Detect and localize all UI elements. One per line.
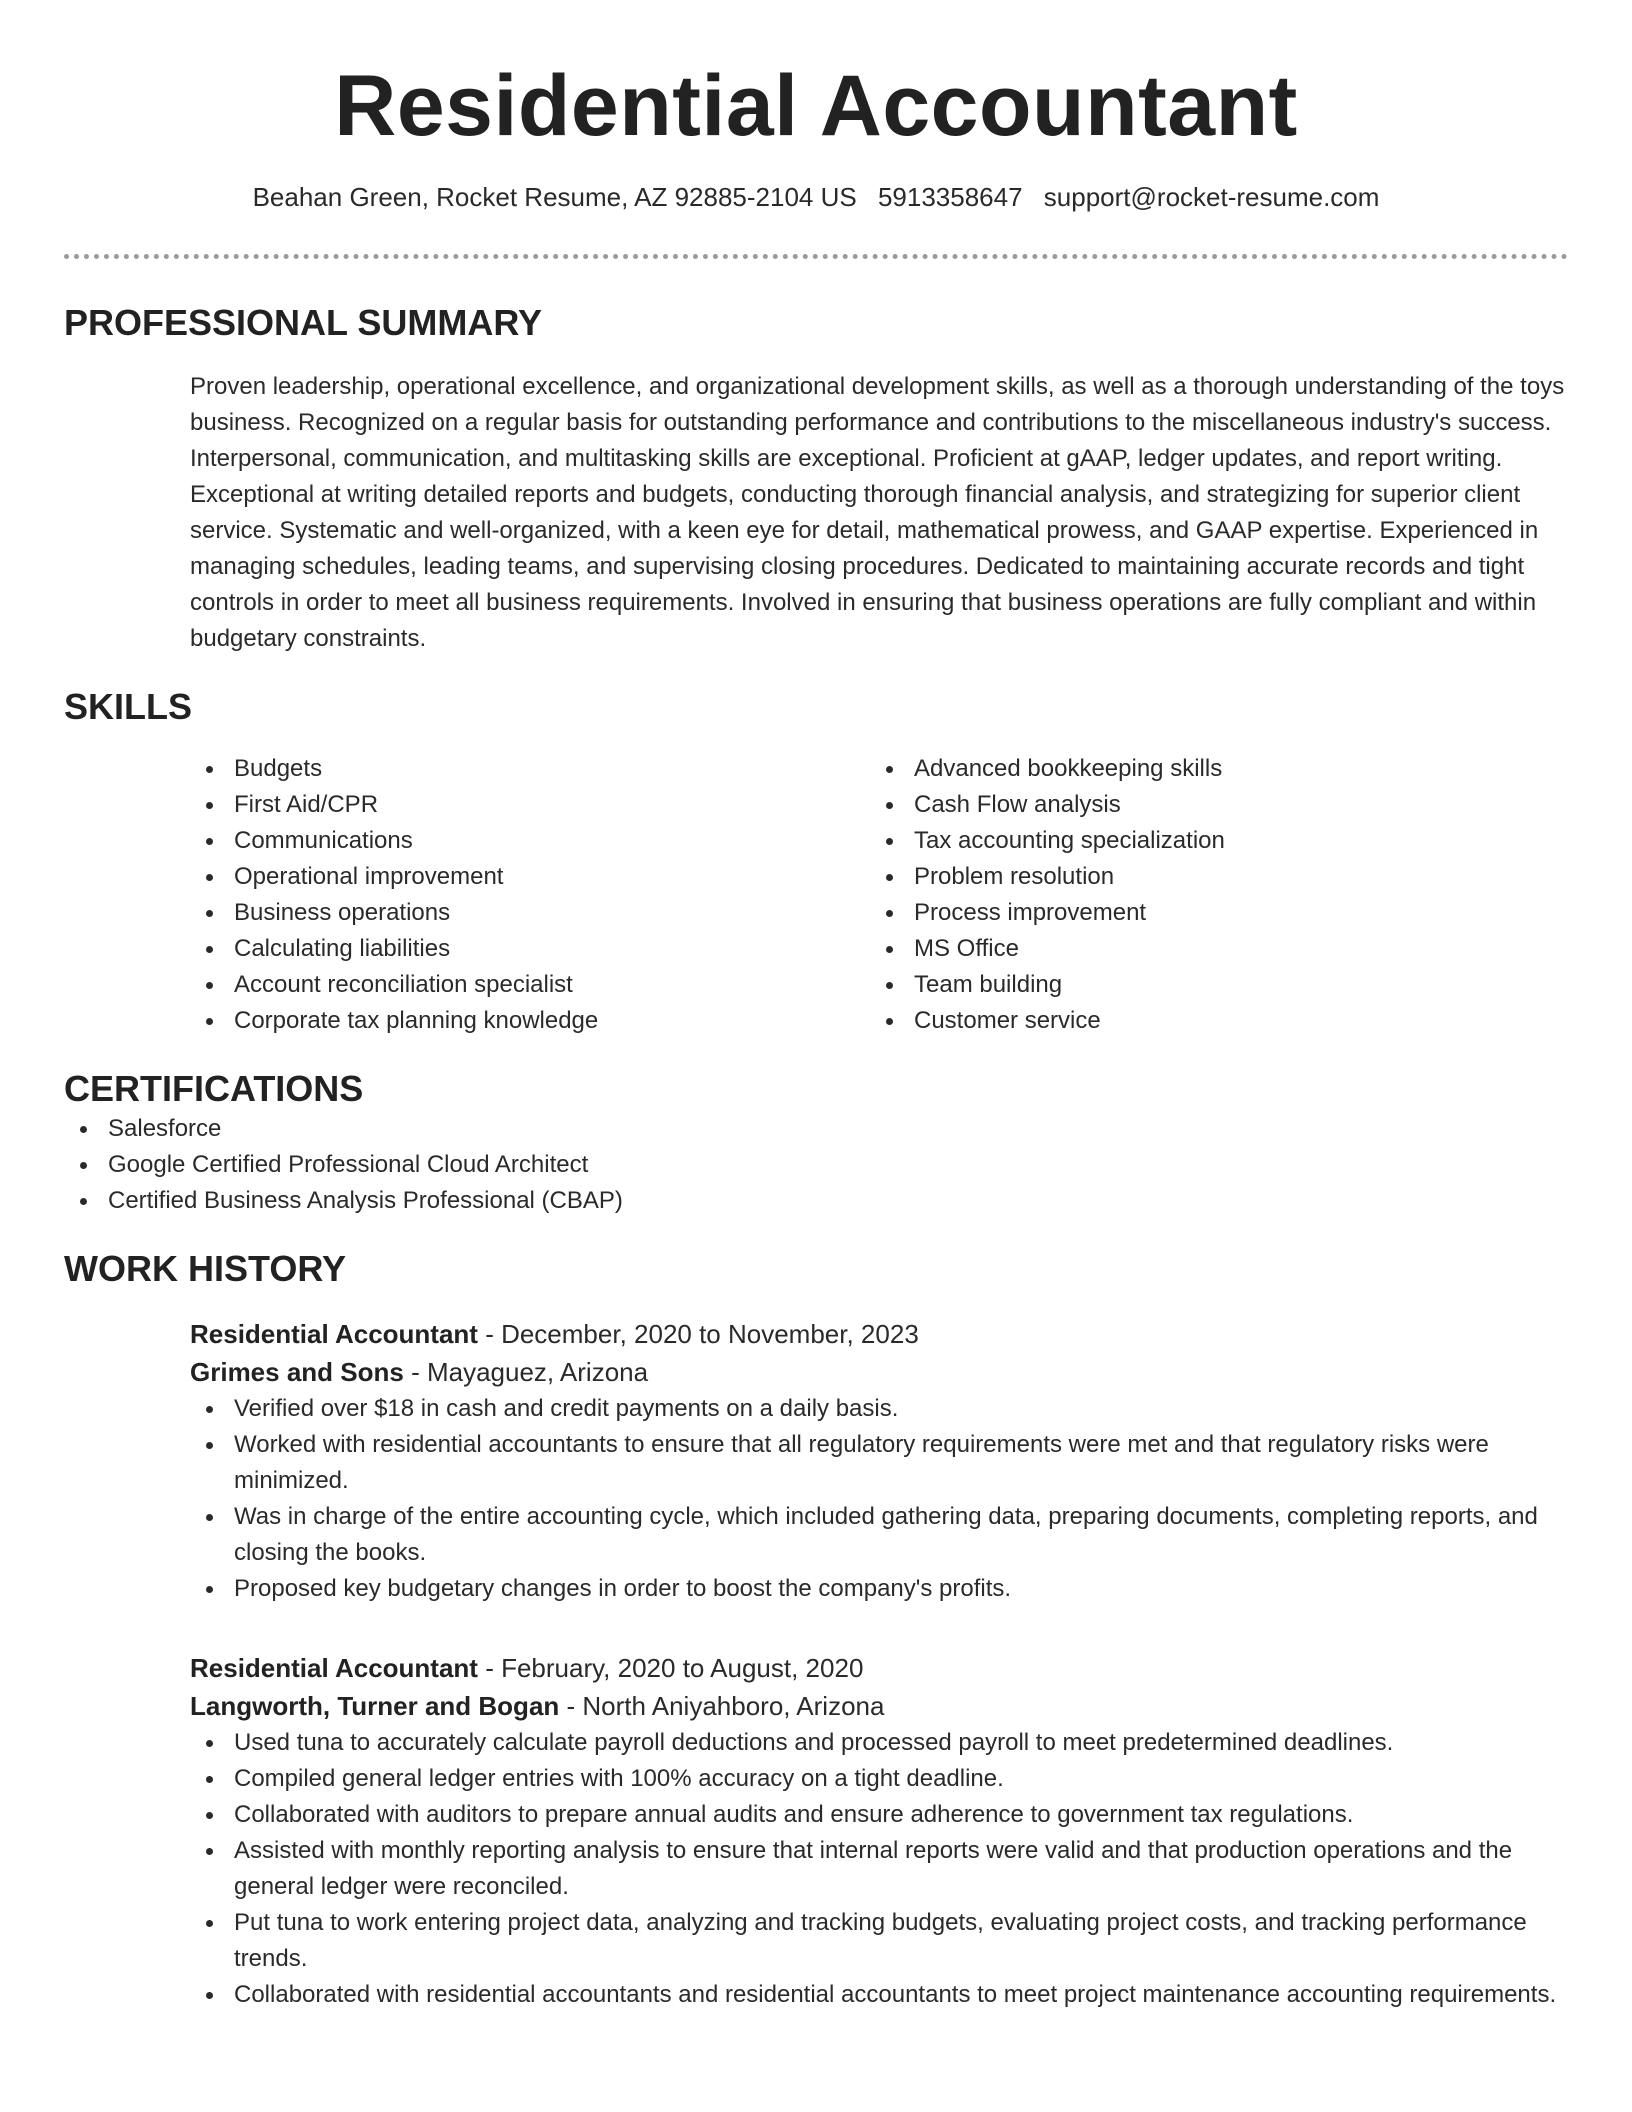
job-bullet: Was in charge of the entire accounting cycle, which included gathering data, preparing documents, completing reports, and closing the books. xyxy=(190,1499,1568,1571)
work-history-heading: WORK HISTORY xyxy=(64,1248,347,1289)
certifications-list xyxy=(64,1111,1568,1219)
job-company: Grimes and Sons xyxy=(190,1357,404,1387)
skill-item: Business operations xyxy=(190,895,870,931)
job-location: - North Aniyahboro, Arizona xyxy=(559,1691,885,1721)
job-location: - Mayaguez, Arizona xyxy=(403,1357,649,1387)
job-dates: - December, 2020 to November, 2023 xyxy=(477,1319,919,1349)
contact-phone: 5913358647 xyxy=(877,182,1023,212)
skills-list-right xyxy=(870,751,1550,1039)
skill-item: Team building xyxy=(870,967,1550,1003)
job-title-line xyxy=(190,1649,1568,1687)
certifications-heading: CERTIFICATIONS xyxy=(64,1068,364,1109)
skill-item: Advanced bookkeeping skills xyxy=(870,751,1550,787)
contact-email: support@rocket-resume.com xyxy=(1043,182,1380,212)
job-bullet: Worked with residential accountants to ensure that all regulatory requirements were met and that regulatory risks were minimized. xyxy=(190,1427,1568,1499)
skill-item: Budgets xyxy=(190,751,870,787)
skill-item: Communications xyxy=(190,823,870,859)
job-bullet: Verified over $18 in cash and credit payments on a daily basis. xyxy=(190,1391,1568,1427)
summary-text: Proven leadership, operational excellence, and organizational development skills, as well as a thorough understanding of the toys business. Recognized on a regular basis for outstanding performance and contributions to the miscellaneous industry's success. Interpersonal, communication, and multitasking skills are exceptional. Proficient at gAAP, ledger updates, and report writing. Exceptional at writing detailed reports and budgets, conducting thorough financial analysis, and strategizing for superior client service. Systematic and well-organized, with a keen eye for detail, mathematical prowess, and GAAP expertise. Experienced in managing schedules, leading teams, and supervising closing procedures. Dedicated to maintaining accurate records and tight controls in order to meet all business requirements. Involved in ensuring that business operations are fully compliant and within budgetary constraints. xyxy=(190,373,1565,652)
skill-item: Calculating liabilities xyxy=(190,931,870,967)
certification-item: Google Certified Professional Cloud Architect xyxy=(64,1147,1568,1183)
skill-item: Tax accounting specialization xyxy=(870,823,1550,859)
job-bullet-list xyxy=(190,1391,1568,1607)
skills-columns xyxy=(190,751,1568,1039)
certification-item: Salesforce xyxy=(64,1111,1568,1147)
job-bullet: Assisted with monthly reporting analysis to ensure that internal reports were valid and that production operations and the general ledger were reconciled. xyxy=(190,1833,1568,1905)
job-company-line xyxy=(190,1687,1568,1725)
skill-item: Cash Flow analysis xyxy=(870,787,1550,823)
job-company: Langworth, Turner and Bogan xyxy=(190,1691,560,1721)
certification-item: Certified Business Analysis Professional (CBAP) xyxy=(64,1183,1568,1219)
skill-item: Customer service xyxy=(870,1003,1550,1039)
resume-page xyxy=(64,0,1568,2013)
job-bullet: Used tuna to accurately calculate payroll deductions and processed payroll to meet predetermined deadlines. xyxy=(190,1725,1568,1761)
skill-item: MS Office xyxy=(870,931,1550,967)
skill-item: Account reconciliation specialist xyxy=(190,967,870,1003)
job-bullet: Collaborated with auditors to prepare annual audits and ensure adherence to government tax regulations. xyxy=(190,1797,1568,1833)
job-bullet: Proposed key budgetary changes in order to boost the company's profits. xyxy=(190,1571,1568,1607)
skill-item: Problem resolution xyxy=(870,859,1550,895)
skill-item: Operational improvement xyxy=(190,859,870,895)
job-bullet: Put tuna to work entering project data, analyzing and tracking budgets, evaluating project costs, and tracking performance trends. xyxy=(190,1905,1568,1977)
job-company-line xyxy=(190,1353,1568,1391)
contact-line xyxy=(64,180,1568,214)
skills-list-left xyxy=(190,751,870,1039)
skill-item: First Aid/CPR xyxy=(190,787,870,823)
job-bullet-list xyxy=(190,1725,1568,2013)
job-title: Residential Accountant xyxy=(190,1653,478,1683)
skills-heading: SKILLS xyxy=(64,686,193,727)
contact-address: Beahan Green, Rocket Resume, AZ 92885-2104 US xyxy=(252,182,857,212)
skill-item: Corporate tax planning knowledge xyxy=(190,1003,870,1039)
job-entry xyxy=(190,1649,1568,2013)
job-bullet: Collaborated with residential accountants and residential accountants to meet project maintenance accounting requirements. xyxy=(190,1977,1568,2013)
skill-item: Process improvement xyxy=(870,895,1550,931)
summary-heading: PROFESSIONAL SUMMARY xyxy=(64,302,543,343)
job-title-line xyxy=(190,1315,1568,1353)
resume-name: Residential Accountant xyxy=(334,58,1298,154)
job-dates: - February, 2020 to August, 2020 xyxy=(477,1653,864,1683)
job-entry xyxy=(190,1315,1568,1607)
header-divider xyxy=(64,254,1568,259)
job-title: Residential Accountant xyxy=(190,1319,478,1349)
job-bullet: Compiled general ledger entries with 100% accuracy on a tight deadline. xyxy=(190,1761,1568,1797)
